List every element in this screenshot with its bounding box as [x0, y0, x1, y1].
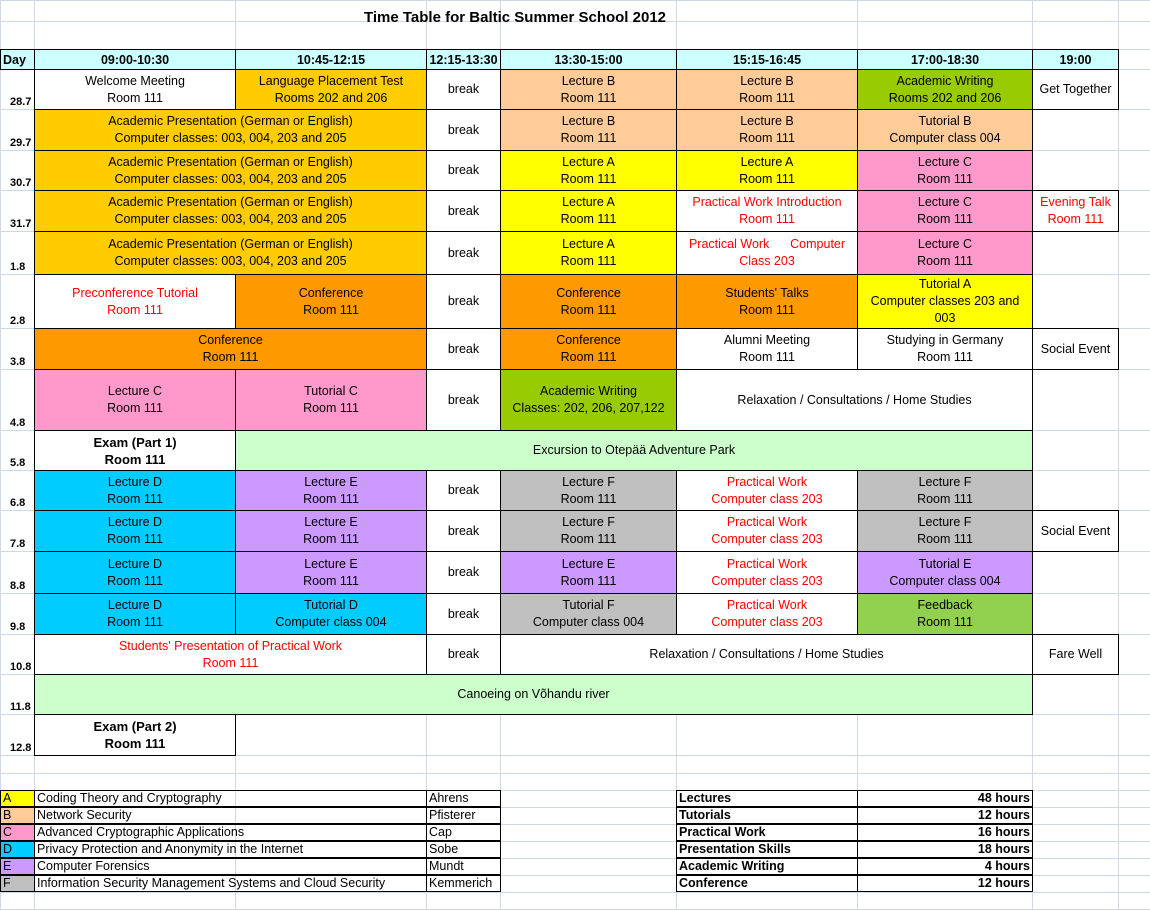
header-slot: 13:30-15:00 [500, 49, 677, 70]
cell-text: Social Event [1040, 523, 1111, 538]
schedule-cell [34, 674, 1033, 715]
cell-text: break [447, 163, 480, 177]
legend-lecturer: Pfisterer [426, 807, 501, 824]
cell-text: Practical Work [726, 598, 808, 612]
cell-text: Tutorial A [918, 277, 972, 291]
cell-text: Room 111 [560, 254, 617, 268]
cell-text: Students' Talks [725, 285, 809, 300]
cell-text: Exam (Part 1) [93, 434, 177, 450]
schedule-cell [857, 150, 1033, 191]
schedule-cell [235, 69, 427, 110]
day-label: 7.8 [10, 538, 26, 550]
schedule-cell [34, 69, 236, 110]
legend-lecturer: Sobe [426, 841, 501, 858]
schedule-cell [1032, 510, 1119, 552]
cell-text: break [447, 245, 480, 260]
schedule-cell [34, 714, 236, 756]
schedule-cell [500, 551, 677, 594]
cell-text: Room 111 [560, 90, 617, 105]
cell-text: Conference [556, 333, 621, 347]
schedule-cell [426, 150, 501, 191]
schedule-cell [34, 150, 427, 191]
cell-text: Computer class 203 [711, 615, 823, 629]
cell-text: Room 111 [107, 90, 163, 105]
schedule-cell [235, 510, 427, 552]
summary-hours: 12 hours [857, 875, 1033, 892]
cell-text: Students' Presentation of Practical Work [118, 638, 343, 653]
cell-text: Room 111 [107, 401, 163, 415]
cell-text: Room 111 [560, 131, 617, 145]
cell-text: Room 111 [739, 90, 795, 105]
cell-text: Relaxation / Consultations / Home Studies [649, 647, 884, 661]
schedule-cell [857, 190, 1033, 232]
cell-text: Academic Writing [539, 384, 638, 398]
schedule-cell [500, 274, 677, 329]
schedule-cell [676, 470, 858, 511]
schedule-cell [426, 470, 501, 511]
cell-text: Lecture E [304, 515, 358, 529]
schedule-cell [676, 274, 858, 329]
summary-hours: 12 hours [857, 807, 1033, 824]
schedule-cell [426, 551, 501, 594]
legend-lecturer: Cap [426, 824, 501, 841]
schedule-cell [34, 634, 427, 675]
cell-text: Lecture C [917, 154, 973, 169]
cell-text: Rooms 202 and 206 [274, 90, 388, 105]
legend-code: B [0, 807, 35, 824]
cell-text: Lecture F [562, 515, 615, 529]
schedule-cell [676, 328, 858, 370]
cell-text: Room 111 [303, 401, 359, 415]
schedule-cell [235, 551, 427, 594]
summary-label: Academic Writing [676, 858, 858, 875]
summary-label: Conference [676, 875, 858, 892]
gridline [0, 892, 1150, 893]
schedule-cell [500, 328, 677, 370]
cell-text: break [447, 294, 480, 308]
cell-text: Practical Work Introduction [692, 195, 842, 209]
cell-text: Computer classes 203 and [870, 294, 1020, 308]
cell-text: Exam (Part 2) [93, 719, 177, 734]
cell-text: Academic Presentation (German or English) [108, 237, 353, 251]
day-label: 6.8 [10, 497, 26, 509]
cell-text: Academic Writing [896, 73, 994, 88]
schedule-cell [500, 109, 677, 151]
legend-code: A [0, 790, 35, 807]
schedule-cell [857, 510, 1033, 552]
day-label: 30.7 [10, 177, 32, 189]
cell-text: Room 111 [303, 532, 359, 546]
cell-text: Tutorial C [304, 384, 358, 398]
legend-code: E [0, 858, 35, 875]
schedule-cell [34, 551, 236, 594]
cell-text: Lecture D [107, 556, 163, 571]
legend-code: D [0, 841, 35, 858]
cell-text: Room 111 [303, 491, 359, 506]
cell-text: Tutorial E [918, 556, 972, 571]
cell-text: Room 111 [202, 350, 259, 364]
cell-text: break [447, 122, 480, 137]
cell-text: Room 111 [107, 573, 163, 588]
cell-text: Room 111 [560, 350, 617, 364]
cell-text: Computer class 004 [889, 573, 1001, 588]
cell-text: break [447, 392, 480, 407]
cell-text: Lecture A [562, 154, 615, 169]
cell-text: Practical Work [726, 515, 808, 529]
legend-lecturer: Ahrens [426, 790, 501, 807]
header-slot: 09:00-10:30 [34, 49, 236, 70]
schedule-cell [500, 150, 677, 191]
schedule-cell [676, 190, 858, 232]
schedule-cell [500, 634, 1033, 675]
schedule-cell [857, 328, 1033, 370]
schedule-cell [34, 369, 236, 431]
cell-text: 003 [934, 311, 956, 325]
schedule-cell [426, 510, 501, 552]
cell-text: Welcome Meeting [85, 73, 185, 88]
cell-text: Tutorial B [918, 114, 972, 128]
cell-text: Conference [198, 333, 263, 347]
summary-hours: 16 hours [857, 824, 1033, 841]
summary-label: Tutorials [676, 807, 858, 824]
cell-text: Room 111 [303, 573, 359, 588]
day-label: 8.8 [10, 580, 26, 592]
page-title: Time Table for Baltic Summer School 2012 [363, 9, 667, 26]
legend-lecturer: Kemmerich [426, 875, 501, 892]
summary-hours: 4 hours [857, 858, 1033, 875]
schedule-cell [500, 69, 677, 110]
gridline [0, 773, 1150, 774]
legend-course: Advanced Cryptographic Applications [34, 824, 427, 841]
cell-text: Room 111 [107, 491, 163, 506]
legend-course: Computer Forensics [34, 858, 427, 875]
cell-text: Computer classes: 003, 004, 203 and 205 [114, 171, 347, 186]
cell-text: Computer class 004 [532, 615, 645, 629]
cell-text: Lecture E [304, 556, 358, 571]
schedule-cell [426, 369, 501, 431]
summary-hours: 18 hours [857, 841, 1033, 858]
header-slot: 15:15-16:45 [676, 49, 858, 70]
cell-text: break [447, 483, 480, 497]
legend-code: C [0, 824, 35, 841]
day-label: 5.8 [10, 457, 26, 469]
cell-text: Computer class 004 [889, 131, 1001, 145]
schedule-cell [426, 593, 501, 635]
cell-text: Room 111 [560, 212, 617, 226]
schedule-cell [676, 369, 1033, 431]
schedule-cell [235, 593, 427, 635]
schedule-cell [500, 593, 677, 635]
cell-text: Room 111 [739, 302, 795, 317]
cell-text: Lecture B [561, 114, 616, 128]
schedule-cell [426, 69, 501, 110]
cell-text: Lecture E [304, 474, 358, 489]
header-slot: 17:00-18:30 [857, 49, 1033, 70]
schedule-cell [500, 369, 677, 431]
schedule-cell [235, 430, 1033, 471]
cell-text: Lecture D [107, 474, 163, 489]
schedule-cell [34, 274, 236, 329]
cell-text: Practical Work Computer [688, 237, 846, 251]
schedule-cell [857, 551, 1033, 594]
schedule-cell [1032, 69, 1119, 110]
cell-text: Computer class 203 [711, 532, 823, 546]
cell-text: Lecture F [918, 474, 972, 489]
schedule-cell [34, 328, 427, 370]
day-label: 11.8 [10, 701, 31, 713]
gridline [0, 0, 1150, 1]
cell-text: Tutorial D [304, 598, 358, 612]
cell-text: Room 111 [739, 131, 795, 145]
schedule-cell [235, 274, 427, 329]
cell-text: Tutorial F [562, 598, 615, 612]
cell-text: break [447, 565, 480, 579]
cell-text: Academic Presentation (German or English) [108, 114, 353, 128]
day-label: 4.8 [10, 417, 26, 429]
cell-text: Room 111 [560, 573, 617, 588]
summary-label: Lectures [676, 790, 858, 807]
schedule-cell [34, 470, 236, 511]
schedule-cell [34, 510, 236, 552]
schedule-cell [857, 470, 1033, 511]
schedule-cell [34, 109, 427, 151]
header-slot: 12:15-13:30 [426, 49, 501, 70]
schedule-cell [500, 510, 677, 552]
cell-text: Practical Work [726, 474, 808, 489]
schedule-cell [857, 109, 1033, 151]
cell-text: Room 111 [917, 532, 973, 546]
cell-text: Lecture B [740, 114, 794, 128]
cell-text: Lecture F [562, 474, 615, 489]
day-label: 29.7 [10, 137, 32, 149]
cell-text: Excursion to Otepää Adventure Park [532, 443, 736, 457]
cell-text: break [447, 82, 480, 96]
cell-text: Room 111 [917, 350, 973, 364]
cell-text: break [447, 523, 480, 538]
cell-text: Lecture D [107, 515, 163, 529]
cell-text: Lecture C [107, 384, 163, 398]
cell-text: Computer classes: 003, 004, 203 and 205 [114, 254, 347, 268]
legend-code: F [0, 875, 35, 892]
cell-text: Room 111 [917, 254, 973, 268]
cell-text: Room 111 [107, 532, 163, 546]
day-label: 1.8 [10, 261, 26, 273]
cell-text: Room 111 [739, 350, 795, 364]
cell-text: Alumni Meeting [723, 333, 811, 347]
cell-text: Room 111 [560, 491, 617, 506]
day-label: 3.8 [10, 356, 26, 368]
cell-text: Academic Presentation (German or English) [108, 195, 353, 209]
cell-text: Studying in Germany [886, 333, 1004, 347]
schedule-cell [34, 231, 427, 275]
cell-text: Preconference Tutorial [72, 285, 198, 300]
schedule-cell [426, 190, 501, 232]
cell-text: Get Together [1039, 82, 1112, 96]
cell-text: Lecture C [917, 237, 973, 251]
legend-lecturer: Mundt [426, 858, 501, 875]
cell-text: Computer class 203 [711, 573, 823, 588]
cell-text: Class 203 [739, 254, 795, 268]
cell-text: Room 111 [1047, 212, 1104, 226]
schedule-cell [1032, 328, 1119, 370]
day-label: 10.8 [10, 661, 32, 673]
header-slot: 10:45-12:15 [235, 49, 427, 70]
header-slot: 19:00 [1032, 49, 1119, 70]
schedule-cell [1032, 190, 1119, 232]
cell-text: Room 111 [104, 736, 166, 751]
schedule-cell [426, 231, 501, 275]
cell-text: Fare Well [1048, 647, 1103, 661]
schedule-cell [34, 430, 236, 471]
schedule-cell [1032, 634, 1119, 675]
cell-text: Room 111 [739, 212, 795, 226]
cell-text: Practical Work [726, 556, 808, 571]
schedule-cell [426, 109, 501, 151]
cell-text: Canoeing on Võhandu river [457, 687, 610, 701]
legend-course: Coding Theory and Cryptography [34, 790, 427, 807]
cell-text: Room 111 [303, 302, 359, 317]
schedule-cell [235, 470, 427, 511]
cell-text: Social Event [1040, 341, 1111, 356]
cell-text: Room 111 [202, 655, 259, 670]
cell-text: Academic Presentation (German or English) [108, 154, 353, 169]
cell-text: break [447, 606, 480, 621]
schedule-cell [676, 109, 858, 151]
cell-text: Lecture A [562, 195, 615, 209]
cell-text: Conference [298, 285, 364, 300]
day-label: 12.8 [10, 742, 32, 754]
schedule-cell [426, 634, 501, 675]
schedule-cell [426, 274, 501, 329]
cell-text: Feedback [917, 598, 973, 612]
schedule-cell [500, 470, 677, 511]
cell-text: Lecture A [740, 154, 794, 169]
legend-course: Network Security [34, 807, 427, 824]
cell-text: Language Placement Test [258, 73, 404, 88]
legend-course: Privacy Protection and Anonymity in the Internet [34, 841, 427, 858]
cell-text: Room 111 [560, 171, 617, 186]
cell-text: Evening Talk [1040, 195, 1111, 209]
cell-text: Room 111 [107, 302, 163, 317]
schedule-cell [676, 510, 858, 552]
schedule-cell [857, 231, 1033, 275]
schedule-cell [676, 593, 858, 635]
cell-text: Computer class 203 [711, 491, 823, 506]
day-label: 9.8 [10, 621, 26, 633]
cell-text: Room 111 [739, 171, 795, 186]
schedule-cell [426, 328, 501, 370]
schedule-cell [857, 593, 1033, 635]
summary-hours: 48 hours [857, 790, 1033, 807]
day-label: 31.7 [10, 218, 32, 230]
cell-text: Room 111 [104, 451, 166, 467]
cell-text: Lecture B [561, 73, 616, 88]
cell-text: Room 111 [560, 532, 617, 546]
cell-text: Room 111 [917, 615, 973, 629]
cell-text: Conference [556, 285, 621, 300]
schedule-cell [676, 231, 858, 275]
cell-text: break [447, 647, 480, 661]
legend-course: Information Security Management Systems and Cloud Security [34, 875, 427, 892]
cell-text: Lecture D [107, 598, 163, 612]
cell-text: Room 111 [917, 212, 973, 226]
day-label: 2.8 [10, 315, 26, 327]
cell-text: Lecture E [561, 556, 616, 571]
summary-label: Practical Work [676, 824, 858, 841]
cell-text: Relaxation / Consultations / Home Studies [737, 392, 972, 407]
cell-text: Lecture C [917, 195, 973, 209]
schedule-cell [676, 150, 858, 191]
cell-text: Computer classes: 003, 004, 203 and 205 [114, 131, 347, 145]
cell-text: Classes: 202, 206, 207,122 [512, 401, 665, 415]
schedule-cell [857, 274, 1033, 329]
cell-text: Rooms 202 and 206 [888, 90, 1002, 105]
header-day: Day [0, 49, 35, 70]
summary-label: Presentation Skills [676, 841, 858, 858]
cell-text: Lecture B [740, 73, 794, 88]
schedule-cell [500, 231, 677, 275]
cell-text: Room 111 [917, 171, 973, 186]
schedule-cell [857, 69, 1033, 110]
cell-text: break [447, 203, 480, 218]
cell-text: Computer classes: 003, 004, 203 and 205 [114, 212, 347, 226]
cell-text: Lecture A [562, 237, 615, 251]
cell-text: Room 111 [107, 615, 163, 629]
schedule-cell [34, 190, 427, 232]
cell-text: Lecture F [918, 515, 972, 529]
cell-text: Room 111 [917, 491, 973, 506]
day-label: 28.7 [10, 96, 32, 108]
cell-text: Computer class 004 [275, 615, 387, 629]
schedule-cell [676, 69, 858, 110]
schedule-cell [500, 190, 677, 232]
cell-text: Room 111 [560, 302, 617, 317]
schedule-cell [34, 593, 236, 635]
schedule-cell [235, 369, 427, 431]
cell-text: break [447, 341, 480, 356]
schedule-cell [676, 551, 858, 594]
